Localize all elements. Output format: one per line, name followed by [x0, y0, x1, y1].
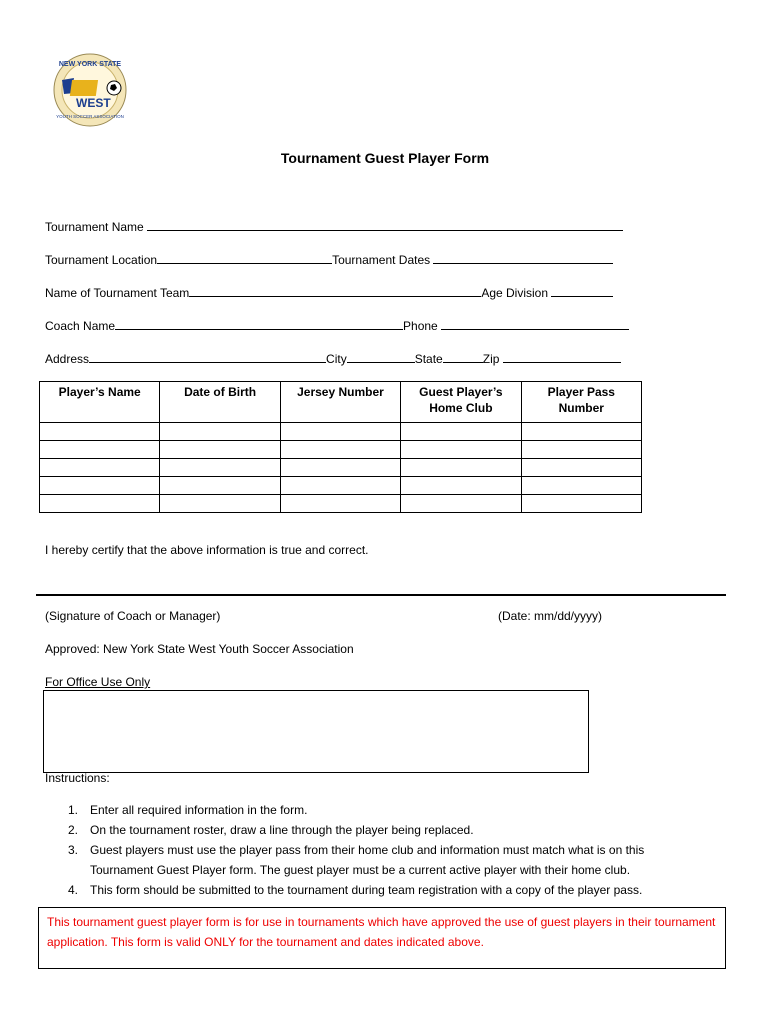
signature-line[interactable]	[36, 594, 726, 596]
instruction-item	[68, 820, 474, 840]
instruction-item	[68, 840, 644, 860]
instruction-number: 1.	[68, 803, 79, 817]
table-cell[interactable]	[521, 495, 641, 513]
table-cell[interactable]	[401, 441, 521, 459]
table-cell[interactable]	[280, 441, 400, 459]
tournament-name-label: Tournament Name	[45, 220, 144, 234]
logo-bottom-text: YOUTH SOCCER ASSOCIATION	[56, 114, 124, 119]
address-field[interactable]	[89, 351, 326, 363]
table-cell[interactable]	[40, 459, 160, 477]
table-cell[interactable]	[280, 423, 400, 441]
age-division-label: Age Division	[481, 286, 549, 300]
instruction-number: 3.	[68, 843, 79, 857]
date-label: (Date: mm/dd/yyyy)	[498, 609, 603, 623]
table-cell[interactable]	[40, 441, 160, 459]
table-cell[interactable]	[160, 441, 280, 459]
col-date-of-birth: Date of Birth	[160, 382, 280, 423]
address-row	[45, 351, 621, 366]
certify-statement: I hereby certify that the above information is true and correct.	[45, 543, 369, 557]
table-cell[interactable]	[401, 459, 521, 477]
instruction-item	[68, 860, 630, 880]
col-player-pass: Player Pass Number	[521, 382, 641, 423]
instruction-number: 2.	[68, 823, 79, 837]
zip-label: Zip	[482, 352, 500, 366]
notice-text: This tournament guest player form is for use in tournaments which have approved the use of guest players in their tournament application. This form is valid ONLY for the tournament and dates indicated above.	[47, 915, 716, 949]
tournament-dates-label: Tournament Dates	[332, 253, 431, 267]
instruction-item	[68, 880, 642, 900]
instruction-number: 4.	[68, 883, 79, 897]
table-cell[interactable]	[521, 459, 641, 477]
table-row	[40, 477, 642, 495]
phone-label: Phone	[403, 319, 438, 333]
office-use-box[interactable]	[43, 690, 589, 773]
table-cell[interactable]	[40, 477, 160, 495]
coach-row	[45, 318, 629, 333]
city-label: City	[326, 352, 347, 366]
team-row	[45, 285, 613, 300]
approved-text: Approved: New York State West Youth Soccer Association	[45, 642, 354, 656]
instructions-label: Instructions:	[45, 771, 110, 785]
nys-west-logo	[52, 52, 128, 128]
tournament-location-field[interactable]	[157, 252, 332, 264]
signature-label: (Signature of Coach or Manager)	[45, 609, 221, 623]
table-row	[40, 459, 642, 477]
roster-header-row	[40, 382, 642, 423]
table-cell[interactable]	[401, 477, 521, 495]
table-cell[interactable]	[401, 423, 521, 441]
office-use-heading: For Office Use Only	[45, 675, 151, 689]
instruction-text: Tournament Guest Player form. The guest player must be a current active player with their home club.	[90, 863, 631, 877]
col-home-club: Guest Player’s Home Club	[401, 382, 521, 423]
table-cell[interactable]	[401, 495, 521, 513]
table-cell[interactable]	[40, 423, 160, 441]
table-cell[interactable]	[280, 495, 400, 513]
tournament-name-field[interactable]	[147, 219, 623, 231]
table-cell[interactable]	[160, 495, 280, 513]
validity-notice	[38, 907, 726, 969]
zip-field[interactable]	[503, 351, 621, 363]
tournament-location-label: Tournament Location	[45, 253, 158, 267]
logo-west-text: WEST	[76, 96, 111, 110]
coach-name-field[interactable]	[115, 318, 403, 330]
table-cell[interactable]	[521, 477, 641, 495]
tournament-dates-field[interactable]	[433, 252, 613, 264]
coach-name-label: Coach Name	[45, 319, 116, 333]
tournament-name-row	[45, 219, 623, 234]
city-field[interactable]	[347, 351, 415, 363]
address-label: Address	[45, 352, 90, 366]
table-row	[40, 441, 642, 459]
tournament-team-field[interactable]	[189, 285, 481, 297]
table-cell[interactable]	[160, 423, 280, 441]
instruction-text: Enter all required information in the form.	[90, 803, 308, 817]
location-row	[45, 252, 613, 267]
col-player-name: Player’s Name	[40, 382, 160, 423]
table-cell[interactable]	[521, 423, 641, 441]
instruction-text: This form should be submitted to the tournament during team registration with a copy of the player pass.	[90, 883, 643, 897]
state-field[interactable]	[443, 351, 483, 363]
age-division-field[interactable]	[551, 285, 613, 297]
col-jersey-number: Jersey Number	[280, 382, 400, 423]
table-cell[interactable]	[521, 441, 641, 459]
table-row	[40, 423, 642, 441]
logo-top-text: NEW YORK STATE	[58, 61, 122, 68]
table-cell[interactable]	[160, 459, 280, 477]
roster-table	[39, 381, 642, 513]
table-row	[40, 495, 642, 513]
table-cell[interactable]	[40, 495, 160, 513]
instruction-item	[68, 800, 307, 820]
table-cell[interactable]	[160, 477, 280, 495]
table-cell[interactable]	[280, 477, 400, 495]
state-label: State	[414, 352, 443, 366]
phone-field[interactable]	[441, 318, 629, 330]
tournament-team-label: Name of Tournament Team	[45, 286, 190, 300]
instruction-text: On the tournament roster, draw a line through the player being replaced.	[90, 823, 474, 837]
form-title: Tournament Guest Player Form	[280, 150, 490, 166]
table-cell[interactable]	[280, 459, 400, 477]
instruction-text: Guest players must use the player pass from their home club and information must match what is on this	[90, 843, 645, 857]
